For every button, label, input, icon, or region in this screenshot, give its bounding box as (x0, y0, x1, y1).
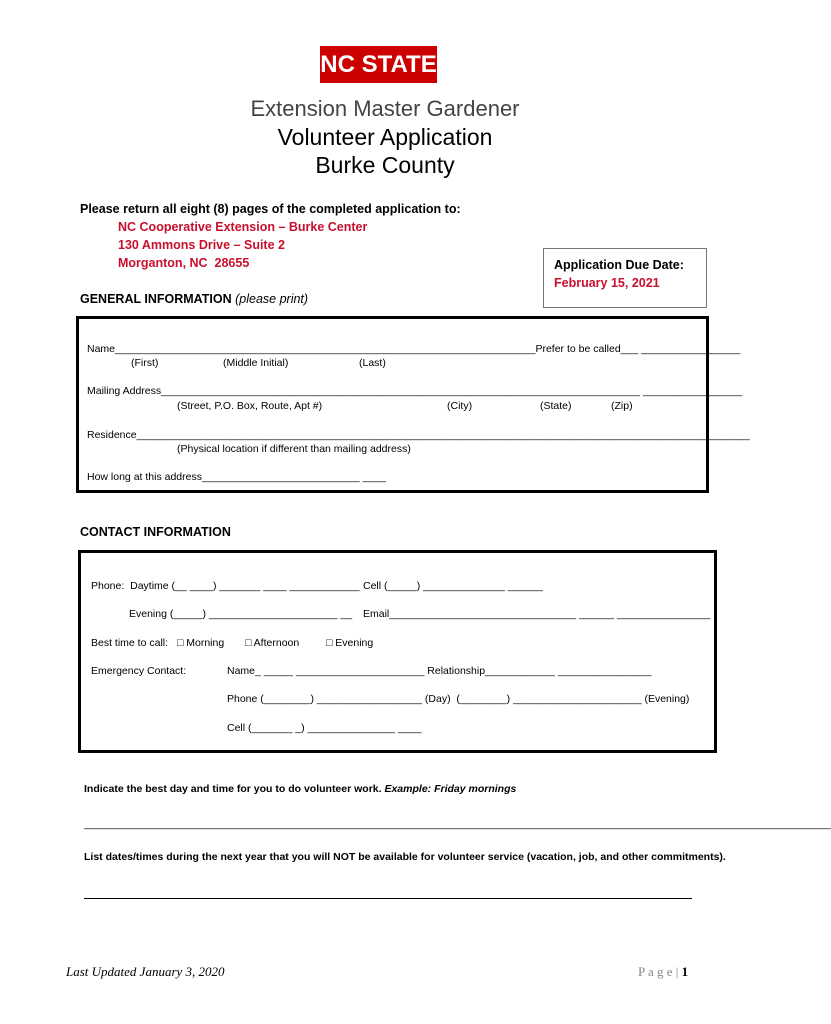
best-time-label: Best time to call: (91, 637, 169, 649)
nc-state-logo: NC STATE (320, 46, 437, 83)
emergency-contact-label: Emergency Contact: (91, 665, 187, 677)
mailing-address-field[interactable]: Mailing Address__________________________________________________________________________________ _________________ (87, 385, 743, 397)
name-first-label: (First) (131, 357, 159, 369)
residence-note: (Physical location if different than mailing address) (177, 443, 411, 455)
email-field[interactable]: Email________________________________ ______ ________________ (363, 608, 711, 620)
name-last-label: (Last) (359, 357, 386, 369)
due-date-value: February 15, 2021 (554, 276, 660, 290)
name-middle-label: (Middle Initial) (223, 357, 289, 369)
county-title: Burke County (315, 152, 455, 178)
return-instructions: Please return all eight (8) pages of the completed application to: (80, 202, 461, 216)
residence-field[interactable]: Residence_________________________________________________________________________________________________________ (87, 429, 750, 441)
program-name: Extension Master Gardener (250, 96, 520, 121)
due-date-box (543, 248, 707, 308)
name-field[interactable]: Name________________________________________________________________________Prefer to be called___ _________________ (87, 343, 741, 355)
mailing-state-label: (State) (540, 400, 572, 412)
emergency-cell-field[interactable]: Cell (_______ _) _______________ ____ (227, 722, 422, 734)
due-date-label: Application Due Date: (554, 258, 684, 272)
mailing-street-label: (Street, P.O. Box, Route, Apt #) (177, 400, 323, 412)
evening-phone-field[interactable]: Evening (_____) ______________________ __ (129, 608, 353, 620)
emergency-phone-field[interactable]: Phone (________) __________________ (Day) (________) ______________________ (Evening) (227, 693, 690, 705)
how-long-field[interactable]: How long at this address___________________________ ____ (87, 471, 386, 483)
evening-checkbox[interactable]: □ Evening (326, 637, 374, 649)
general-info-box (76, 316, 750, 493)
page-label: P a g e | (638, 964, 679, 979)
return-address-line3: Morganton, NC 28655 (118, 256, 250, 270)
return-address-line2: 130 Ammons Drive – Suite 2 (118, 238, 285, 252)
return-address-line1: NC Cooperative Extension – Burke Center (118, 220, 368, 234)
last-updated: Last Updated January 3, 2020 (66, 964, 225, 979)
page-number (638, 964, 688, 980)
general-info-note: (please print) (235, 292, 309, 306)
general-info-heading-text: GENERAL INFORMATION (80, 292, 232, 306)
daytime-phone-field[interactable]: Phone: Daytime (__ ____) _______ ____ ____________ (91, 580, 360, 592)
contact-info-box (78, 550, 717, 753)
mailing-zip-label: (Zip) (611, 400, 633, 412)
best-day-example: Example: Friday mornings (384, 783, 517, 795)
morning-checkbox[interactable]: □ Morning (177, 637, 225, 649)
page-title: Volunteer Application (277, 124, 493, 150)
cell-phone-field[interactable]: Cell (_____) ______________ ______ (363, 580, 543, 592)
contact-info-heading: CONTACT INFORMATION (80, 525, 231, 539)
afternoon-checkbox[interactable]: □ Afternoon (245, 637, 300, 649)
best-day-prompt-text: Indicate the best day and time for you to do volunteer work. (84, 783, 382, 795)
emergency-name-field[interactable]: Name_ _____ ______________________ Relationship____________ ________________ (227, 665, 652, 677)
general-info-heading (80, 292, 308, 306)
best-day-prompt (84, 783, 516, 795)
page-number-value: 1 (681, 964, 689, 979)
unavailable-dates-answer-line[interactable] (84, 898, 692, 899)
mailing-city-label: (City) (447, 400, 473, 412)
best-day-answer-field[interactable]: ________________________________________________________________________________________________________________________________ (84, 818, 831, 830)
unavailable-dates-prompt: List dates/times during the next year that you will NOT be available for volunteer service (vacation, job, and other commitments). (84, 851, 726, 863)
